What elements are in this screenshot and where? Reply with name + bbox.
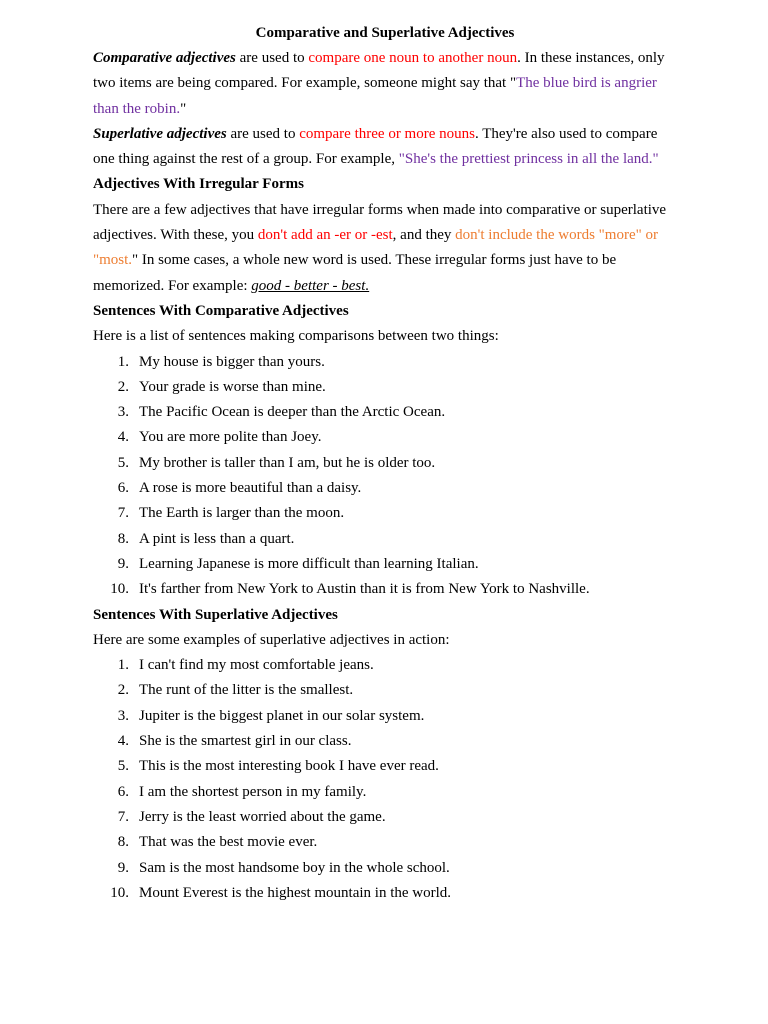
list-item-text: A rose is more beautiful than a daisy. <box>139 480 362 497</box>
list-item <box>93 653 677 678</box>
highlight-red: compare one noun to another noun <box>308 50 518 66</box>
list-item <box>93 552 677 577</box>
list-item-number: 8. <box>117 834 129 851</box>
heading-superlative-sentences: Sentences With Superlative Adjectives <box>93 606 338 623</box>
list-item-text: The runt of the litter is the smallest. <box>139 682 354 699</box>
highlight-red: compare three or more nouns <box>299 125 475 142</box>
list-item-number: 9. <box>117 859 129 876</box>
text: There are a few adjectives that have irregular forms when made into comparative or superlative adjectives. With these, you <box>93 201 667 244</box>
list-item-number: 7. <box>117 808 129 825</box>
list-item-text: That was the best movie ever. <box>139 834 318 851</box>
list-item-text: This is the most interesting book I have ever read. <box>139 758 439 775</box>
example-purple: The blue bird is angrier than the robin. <box>93 75 657 117</box>
highlight-red: don't add an -er or -est <box>257 227 393 244</box>
list-item <box>93 451 677 476</box>
heading-comparative-sentences: Sentences With Comparative Adjectives <box>93 302 349 319</box>
list-item <box>93 577 677 602</box>
list-item <box>93 805 677 830</box>
heading-irregular-forms: Adjectives With Irregular Forms <box>93 176 304 193</box>
text: " <box>180 100 187 117</box>
list-item-number: 10. <box>110 884 129 901</box>
text: " In some cases, a whole new word is used. These irregular forms just have to be memorized. For example: <box>93 252 617 294</box>
list-item <box>93 350 677 375</box>
list-item-number: 6. <box>117 480 129 497</box>
list-item-text: My brother is taller than I am, but he is older too. <box>139 454 436 471</box>
list-item-number: 7. <box>117 505 129 522</box>
list-item-number: 1. <box>117 657 129 674</box>
text: are used to <box>226 125 300 142</box>
list-item <box>93 729 677 754</box>
list-item <box>93 678 677 703</box>
list-item-number: 1. <box>117 353 129 370</box>
list-item-number: 8. <box>117 530 129 547</box>
list-item-text: She is the smartest girl in our class. <box>139 733 352 750</box>
comparative-list <box>93 350 677 603</box>
paragraph-irregular <box>93 198 677 299</box>
list-item-number: 2. <box>117 682 129 699</box>
list-item-text: Jupiter is the biggest planet in our solar system. <box>139 707 425 724</box>
intro-superlative: Here are some examples of superlative adjectives in action: <box>93 631 450 648</box>
document-title: Comparative and Superlative Adjectives <box>255 25 515 41</box>
text: are used to <box>235 50 309 66</box>
list-item <box>93 425 677 450</box>
list-item-text: The Pacific Ocean is deeper than the Arctic Ocean. <box>139 404 446 421</box>
list-item-text: My house is bigger than yours. <box>139 353 325 370</box>
list-item-text: You are more polite than Joey. <box>139 429 322 446</box>
list-item-number: 3. <box>117 404 129 421</box>
list-item-number: 9. <box>117 555 129 572</box>
paragraph-comparative <box>93 46 677 122</box>
term-superlative: Superlative adjectives <box>93 125 227 142</box>
intro-comparative: Here is a list of sentences making comparisons between two things: <box>93 328 499 345</box>
example-purple: "She's the prettiest princess in all the land." <box>398 151 659 168</box>
list-item-text: Jerry is the least worried about the game. <box>139 808 386 825</box>
list-item-number: 6. <box>117 783 129 800</box>
list-item-text: Sam is the most handsome boy in the whole school. <box>139 859 450 876</box>
list-item <box>93 881 677 906</box>
list-item <box>93 501 677 526</box>
list-item-text: Your grade is worse than mine. <box>139 378 326 395</box>
list-item-number: 4. <box>117 733 129 750</box>
list-item <box>93 704 677 729</box>
text: . In these instances, only two items are being compared. For example, someone might say that " <box>93 50 665 92</box>
list-item-text: I am the shortest person in my family. <box>139 783 367 800</box>
list-item-number: 3. <box>117 707 129 724</box>
list-item-number: 4. <box>117 429 129 446</box>
list-item-text: The Earth is larger than the moon. <box>139 505 345 522</box>
paragraph-superlative <box>93 122 677 173</box>
text: , and they <box>392 227 456 244</box>
list-item-number: 5. <box>117 454 129 471</box>
list-item <box>93 856 677 881</box>
list-item <box>93 400 677 425</box>
list-item-text: Mount Everest is the highest mountain in the world. <box>139 884 452 901</box>
list-item-text: Learning Japanese is more difficult than learning Italian. <box>139 555 479 572</box>
list-item <box>93 780 677 805</box>
list-item-number: 10. <box>110 581 129 598</box>
superlative-list <box>93 653 677 906</box>
list-item-text: A pint is less than a quart. <box>139 530 295 547</box>
list-item <box>93 476 677 501</box>
list-item <box>93 527 677 552</box>
list-item-number: 2. <box>117 378 129 395</box>
term-comparative: Comparative adjectives <box>93 50 236 66</box>
document-page <box>93 21 677 906</box>
list-item <box>93 830 677 855</box>
list-item-text: It's farther from New York to Austin than it is from New York to Nashville. <box>139 581 590 598</box>
list-item-number: 5. <box>117 758 129 775</box>
irregular-example: good - better - best. <box>251 277 370 294</box>
highlight-orange: don't include the words "more" or "most. <box>93 227 658 269</box>
text: . They're also used to compare one thing against the rest of a group. For example, <box>93 125 658 168</box>
list-item-text: I can't find my most comfortable jeans. <box>139 657 374 674</box>
list-item <box>93 375 677 400</box>
list-item <box>93 754 677 779</box>
